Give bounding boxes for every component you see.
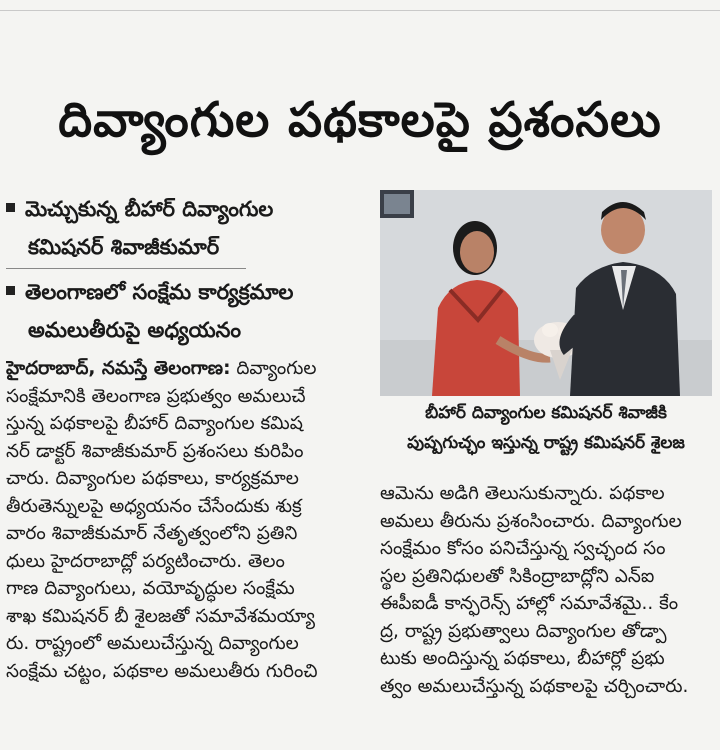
article-line: వారం శివాజీకుమార్ నేతృత్వంలోని ప్రతిని: [6, 523, 298, 544]
article-line: ఆమెను అడిగి తెలుసుకున్నారు. పథకాల: [380, 483, 665, 504]
dateline: హైదరాబాద్, నమస్తే తెలంగాణ:: [6, 358, 231, 379]
bullet-square-icon: [6, 286, 15, 295]
article-line: సంక్షేమ చట్టం, పథకాల అమలుతీరు గురించి: [6, 660, 318, 682]
caption-line-2: పుష్పగుచ్ఛం ఇస్తున్న రాష్ట్ర కమిషనర్ శైలజ: [407, 433, 685, 453]
photo-illustration: [380, 190, 712, 396]
photo-caption: [380, 398, 712, 458]
article-line: శాఖ కమిషనర్ బీ శైలజతో సమావేశమయ్యా: [6, 605, 315, 627]
top-rule: [0, 10, 720, 11]
article-line: హైదరాబాద్, నమస్తే తెలంగాణ: దివ్యాంగుల: [6, 358, 317, 379]
article-line: చారు. దివ్యాంగుల పథకాలు, కార్యక్రమాల: [6, 468, 299, 489]
article-line: సంక్షేమానికి తెలంగాణ ప్రభుత్వం అమలుచే: [6, 385, 306, 407]
article-line: ఈపీఐడీ కాన్ఫరెన్స్ హాల్లో సమావేశమై.. కేం: [380, 593, 679, 614]
article-line: అమలు తీరును ప్రశంసించారు. దివ్యాంగుల: [380, 510, 682, 532]
bullet-2-line-1: తెలంగాణలో సంక్షేమ కార్యక్రమాల: [25, 280, 294, 304]
article-line: ద్ర, రాష్ట్ర ప్రభుత్వాలు దివ్యాంగుల తోడ్పా: [380, 620, 667, 642]
bullet-2: [6, 273, 372, 349]
bullet-1-line-2: కమిషనర్ శివాజీకుమార్: [28, 235, 220, 259]
news-photo: [380, 190, 712, 396]
article-line: రు. రాష్ట్రంలో అమలుచేస్తున్న దివ్యాంగుల: [6, 633, 299, 654]
article-line: తీరుతెన్నులపై అధ్యయనం చేసేందుకు శుక్ర: [6, 495, 302, 517]
caption-line-1: బీహార్ దివ్యాంగుల కమిషనర్ శివాజీకి: [425, 403, 667, 423]
headline: దివ్యాంగుల పథకాలపై ప్రశంసలు: [58, 92, 662, 148]
article-line: టుకు అందిస్తున్న పథకాలు, బీహార్లో ప్రభు: [380, 648, 665, 669]
article-line: త్వం అమలుచేస్తున్న పథకాలపై చర్చించారు.: [380, 675, 689, 697]
article-line: సంక్షేమం కోసం పనిచేస్తున్న స్వచ్ఛంద సం: [380, 538, 666, 559]
bullet-square-icon: [6, 203, 15, 212]
article-line: స్థల ప్రతినిధులతో సికింద్రాబాద్లోని ఎన్ఐ: [380, 565, 655, 587]
left-column: [6, 190, 372, 685]
bullet-1-line-1: మెచ్చుకున్న బీహార్ దివ్యాంగుల: [25, 197, 274, 221]
article-line: స్తున్న పథకాలపై బీహార్ దివ్యాంగుల కమిష: [6, 413, 303, 434]
article-line: ధులు హైదరాబాద్లో పర్యటించారు. తెలం: [6, 550, 285, 572]
bullet-divider: [6, 268, 246, 269]
bullet-1: [6, 190, 372, 266]
article-body-left: [6, 355, 372, 685]
bullet-2-line-2: అమలుతీరుపై అధ్యయనం: [28, 318, 242, 342]
article-line: నర్ డాక్టర్ శివాజీకుమార్ ప్రశంసలు కురిపిం: [6, 440, 304, 462]
article-body-right: [380, 480, 712, 700]
article-line: గాణ దివ్యాంగులు, వయోవృద్ధుల సంక్షేమ: [6, 578, 295, 599]
